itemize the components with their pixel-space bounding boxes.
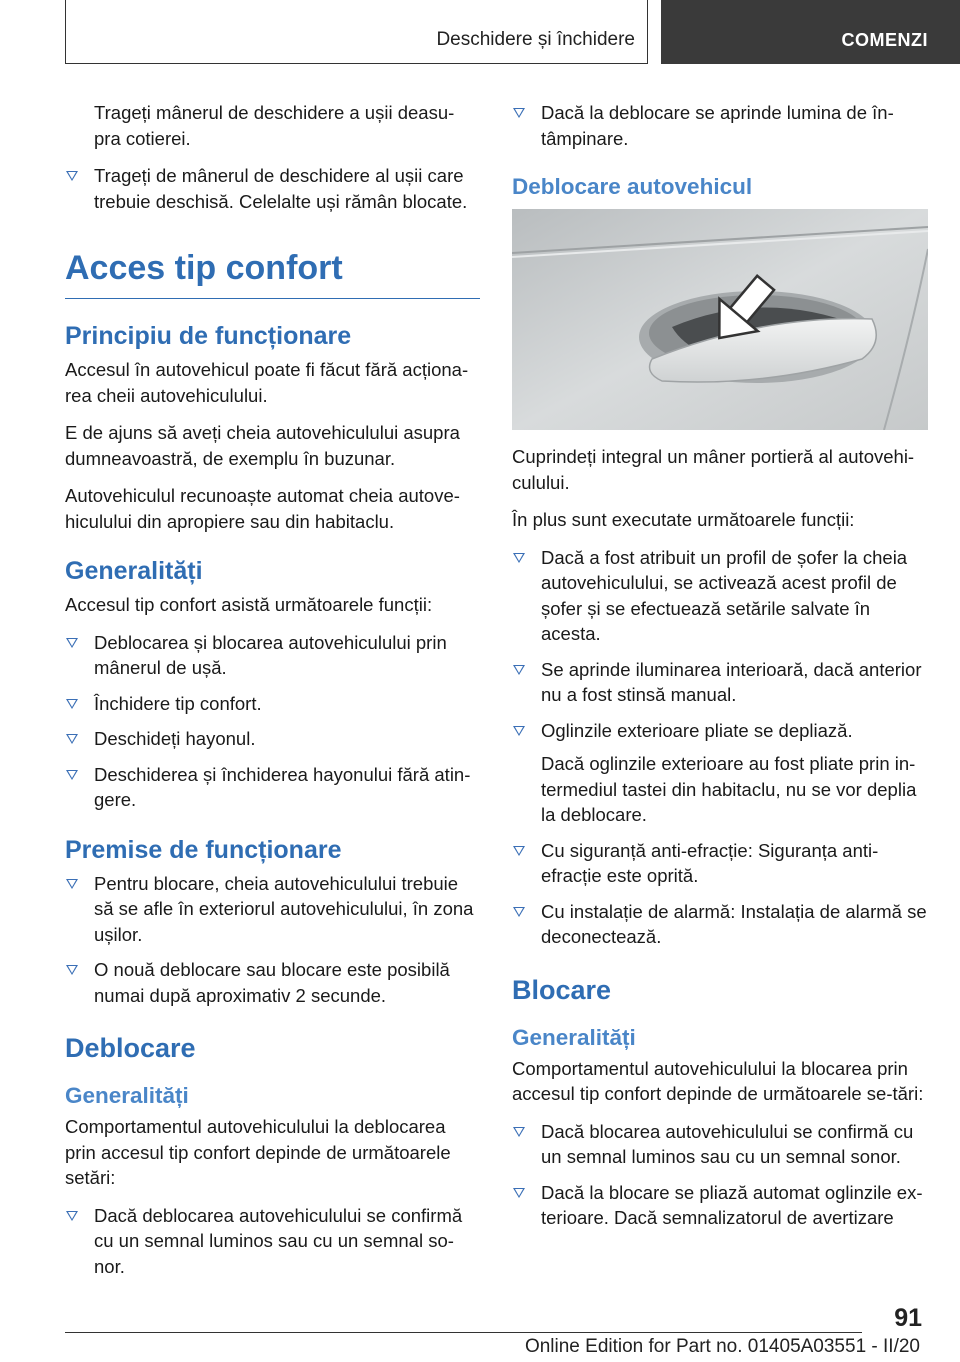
header-section-box bbox=[65, 0, 648, 64]
subsection-heading-generalitati: Generalități bbox=[65, 1083, 189, 1108]
paragraph: E de ajuns să aveți cheia autovehiculului asupra dumneavoastră, de exemplu în buzunar. bbox=[65, 422, 460, 469]
bullet-triangle-icon bbox=[66, 879, 78, 889]
list-item: O nouă deblocare sau blocare este posibilă numai după aproximativ 2 secunde. bbox=[65, 957, 480, 1008]
page-number: 91 bbox=[894, 1304, 922, 1332]
footer-divider bbox=[65, 1332, 862, 1333]
list-item: Pentru blocare, cheia autovehiculului trebuie să se afle în exteriorul autovehiculului, în zona ușilor. bbox=[65, 871, 480, 948]
bullet-triangle-icon bbox=[66, 770, 78, 780]
list-item: Cu instalație de alarmă: Instalația de alarmă se deconectează. bbox=[512, 899, 932, 950]
paragraph: Comportamentul autovehiculului la deblocarea prin accesul tip confort depinde de următoarele setări: bbox=[65, 1116, 451, 1188]
list-item: Se aprinde iluminarea interioară, dacă anterior nu a fost stinsă manual. bbox=[512, 657, 932, 708]
bullet-triangle-icon bbox=[66, 965, 78, 975]
section-heading-generalitati: Generalități bbox=[65, 557, 203, 585]
photo-caption: Cuprindeți integral un mâner portieră al autovehi-culului. bbox=[512, 446, 915, 493]
top-list bbox=[512, 100, 932, 151]
deblocare-settings-list bbox=[65, 1203, 480, 1280]
bullet-triangle-icon bbox=[513, 108, 525, 118]
bullet-triangle-icon bbox=[66, 699, 78, 709]
blocare-settings-list bbox=[512, 1119, 932, 1231]
section-heading-premise: Premise de funcționare bbox=[65, 835, 342, 864]
paragraph: Accesul tip confort asistă următoarele funcții: bbox=[65, 594, 433, 615]
list-item: Dacă deblocarea autovehiculului se confirmă cu un semnal luminos sau cu un semnal so-nor. bbox=[65, 1203, 480, 1280]
list-item: Dacă la deblocare se aprinde lumina de în-tâmpinare. bbox=[512, 100, 932, 151]
list-item: Dacă a fost atribuit un profil de șofer la cheia autovehiculului, se activează acest profil de șofer și se efectuează setările salvate în acesta. bbox=[512, 545, 932, 647]
list-item: Dacă blocarea autovehiculului se confirmă cu un semnal luminos sau cu un semnal sonor. bbox=[512, 1119, 932, 1170]
bullet-triangle-icon bbox=[513, 665, 525, 675]
list-item: Deschideți hayonul. bbox=[65, 726, 480, 752]
list-item: Deschiderea și închiderea hayonului fără atin-gere. bbox=[65, 762, 480, 813]
bullet-triangle-icon bbox=[513, 907, 525, 917]
paragraph: În plus sunt executate următoarele funcții: bbox=[512, 509, 855, 530]
header-chapter-title: COMENZI bbox=[841, 30, 928, 50]
header-section-title: Deschidere și închidere bbox=[436, 29, 635, 50]
bullet-triangle-icon bbox=[513, 726, 525, 736]
section-heading-blocare: Blocare bbox=[512, 974, 612, 1005]
bullet-triangle-icon bbox=[513, 846, 525, 856]
list-item: Închidere tip confort. bbox=[65, 691, 480, 717]
list-item: Deblocarea și blocarea autovehiculului prin mânerul de ușă. bbox=[65, 630, 480, 681]
section-heading-principiu: Principiu de funcționare bbox=[65, 322, 352, 350]
list-item-note: Dacă oglinzile exterioare au fost pliate prin in-termediul tastei din habitaclu, nu se vor deplia la deblocare. bbox=[541, 753, 917, 825]
premise-list bbox=[65, 871, 480, 1009]
bullet-triangle-icon bbox=[66, 171, 78, 181]
subsection-heading-generalitati-blocare: Generalități bbox=[512, 1024, 636, 1050]
bullet-triangle-icon bbox=[66, 638, 78, 648]
functions-list-right bbox=[512, 545, 932, 950]
bullet-triangle-icon bbox=[513, 1188, 525, 1198]
list-item: Cu siguranță anti-efracție: Siguranța anti-efracție este oprită. bbox=[512, 838, 932, 889]
functions-list bbox=[65, 630, 480, 813]
paragraph: Comportamentul autovehiculului la blocarea prin accesul tip confort depinde de următoarele se-tări: bbox=[512, 1057, 924, 1104]
list-item: Oglinzile exterioare pliate se depliază. Dacă oglinzile exterioare au fost pliate prin in-termediul tastei din habitaclu, nu se vor deplia la deblocare. bbox=[512, 718, 932, 828]
list-item: Dacă la blocare se pliază automat oglinzile ex-terioare. Dacă semnalizatorul de avertizare bbox=[512, 1180, 932, 1231]
left-column bbox=[65, 100, 480, 1289]
paragraph: Accesul în autovehicul poate fi făcut fără acționa-rea cheii autovehiculului. bbox=[65, 359, 469, 406]
footer-edition: Online Edition for Part no. 01405A03551 - II/20 bbox=[524, 1336, 920, 1357]
section-heading-deblocare-autovehicul: Deblocare autovehicul bbox=[512, 174, 753, 199]
bullet-triangle-icon bbox=[66, 1211, 78, 1221]
door-handle-photo bbox=[512, 209, 928, 430]
right-column bbox=[512, 100, 932, 1241]
bullet-triangle-icon bbox=[66, 734, 78, 744]
bullet-triangle-icon bbox=[513, 553, 525, 563]
bullet-triangle-icon bbox=[513, 1127, 525, 1137]
paragraph: Autovehiculul recunoaște automat cheia autove-hiculului din apropiere sau din habitaclu. bbox=[65, 485, 460, 532]
intro-list bbox=[65, 163, 480, 214]
section-heading-deblocare: Deblocare bbox=[65, 1033, 196, 1063]
list-item: Trageți de mânerul de deschidere al ușii care trebuie deschisă. Celelalte uși rămân blocate. bbox=[65, 163, 480, 214]
chapter-heading: Acces tip confort bbox=[65, 248, 480, 299]
intro-text: Trageți mânerul de deschidere a ușii deasu-pra cotierei. bbox=[94, 102, 455, 149]
header-chapter-box bbox=[661, 0, 960, 64]
